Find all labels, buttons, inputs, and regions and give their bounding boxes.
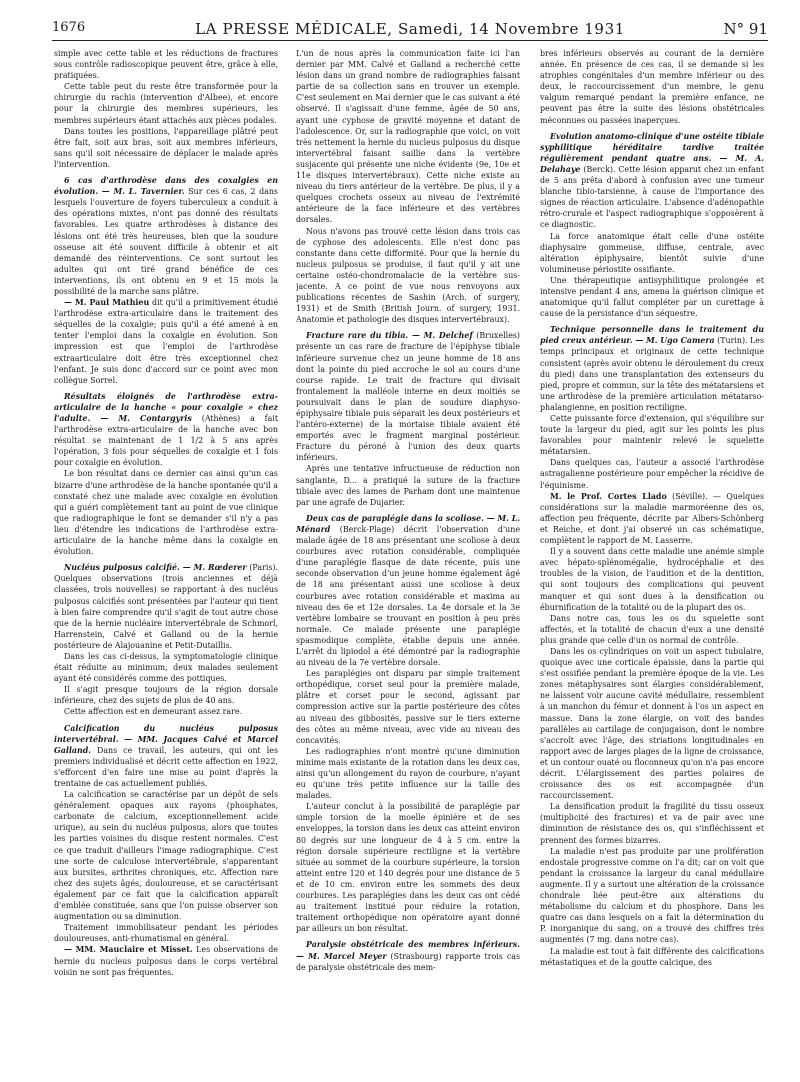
paragraph-text: Il y a souvent dans cette maladie une anémie simple avec hépato-splénomégalie, hydrocéphalie et des troubles de la vision, de l'audition et de la dentition, qui sont toujours des complications qui peuvent manquer et qui sont dues à la densification ou éburnification de la totalité ou de la plupart des os. bbox=[540, 547, 764, 612]
author-name: — M. L. Tavernier. bbox=[98, 187, 185, 197]
column-1 bbox=[54, 48, 278, 1072]
paragraph-text: (Bruxelles) présente un cas rare de fracture de l'épiphyse tibiale inférieure survenue chez un jeune homme de 18 ans dont la pointe du pied accroche le sol au cours d'une course rapide. Le trait de fracture qui divisait frontalement la malléole interne en deux moitiés se poursuivait dans le plan de soudure diaphyso-épiphysaire tibiale puis séparait les deux postérieurs et l'antéro-externe) de la mortaise tibiale avaient été emportés avec le fragment marginal postérieur. Fracture du péroné à l'union des deux quarts inférieurs. bbox=[296, 331, 520, 463]
paragraph-text: Dans les cas ci-dessus, la symptomatologie clinique était réduite au minimum, deux malades seulement ayant été considérés comme des pottiques. bbox=[54, 651, 278, 684]
section-paragraph bbox=[54, 175, 278, 297]
paragraph-text: dit qu'il a primitivement étudié l'arthrodèse extra-articulaire dans le traitement des séquelles de la coxalgie; puis qu'il a été amené à en tenter l'emploi dans la coxalgie en évolution. Son impression est que l'emploi de l'arthrodèse extraarticulaire doit être très exceptionnel chez l'enfant. Je suis donc d'accord sur ce point avec mon collègue Sorrel. bbox=[54, 298, 278, 385]
paragraph-text: Traitement immobilisateur pendant les périodes douloureuses, anti-rhumatismal en général. bbox=[54, 923, 278, 944]
paragraph bbox=[540, 275, 764, 319]
section-heading: Fracture rare du tibia. bbox=[306, 331, 409, 341]
paragraph-text: bres inférieurs observés au courant de la dernière année. En présence de ces cas, il se demande si les atrophies congénitales d'un membre inférieur ou des deux, le raccourcissement d'un membre, le genu valgum remarqué pendant la première enfance, ne peuvent pas être la suite des lésions obstétricales méconnues ou passées inaperçues. bbox=[540, 49, 764, 125]
paragraph bbox=[54, 48, 278, 81]
paragraph bbox=[540, 413, 764, 457]
section-heading: Evolution anatomo-clinique d'une ostéite tibiale syphilitique héréditaire tardive traitée régulièrement pendant quatre ans. bbox=[540, 131, 764, 163]
author-name: — MM. Mauclaire et Misset. bbox=[64, 945, 193, 955]
paragraph-text: Dans quelques cas, l'auteur a associé l'arthrodèse astragalienne postérieure pour empêcher la récidive de l'équinisme. bbox=[540, 458, 764, 490]
paragraph-text: (Athènes) a fait l'arthrodèse extra-articulaire de la hanche avec bon résultat se maintenant de 1 1/2 à 5 ans après l'opération, 3 fois pour séquelles de coxalgie et 1 fois pour coxalgie en évolution. bbox=[54, 414, 278, 468]
paragraph bbox=[54, 922, 278, 944]
page-number: 1676 bbox=[52, 20, 86, 35]
paragraph bbox=[540, 491, 764, 546]
paragraph-text: La densification produit la fragilité du tissu osseux (multiplicité des fractures) et va de pair avec une diminution de résistance des os, qui s'infléchissent et prennent des formes bizarres. bbox=[540, 802, 764, 845]
paragraph bbox=[296, 463, 520, 507]
paragraph bbox=[54, 706, 278, 717]
paragraph bbox=[54, 126, 278, 170]
paragraph bbox=[54, 468, 278, 557]
paragraph-text: L'auteur conclut à la possibilité de paraplégie par simple torsion de la moelle épinière et de ses enveloppes, la torsion dans les deux cas atteint environ 80 degrés sur une longueur de 4 à 5 cm. entre la région dorsale supérieure rectiligne et la vertèbre située au sommet de la courbure supérieure, la torsion atteint entre 120 et 140 degrés pour une distance de 5 et de 10 cm. environ entre les sommets des deux courbures. Les paraplégies dans les deux cas ont cédé au traitement institué pour réduire la rotation, traitement orthopédique non opératoire ayant donné par ailleurs un bon résultat. bbox=[296, 802, 520, 934]
section-paragraph bbox=[296, 939, 520, 972]
author-name: — M. L. Ménard bbox=[296, 513, 520, 534]
paragraph bbox=[540, 546, 764, 613]
author-name: — M. Contargyris bbox=[90, 414, 192, 423]
paragraph bbox=[296, 801, 520, 934]
paragraph bbox=[296, 48, 520, 226]
paragraph bbox=[540, 646, 764, 801]
paragraph-text: La force anatomique était celle d'une ostéite diaphysaire gommeuse, diffuse, centrale, avec altération épiphysaire, bientôt suivie d'une volumineuse périostite ossifiante. bbox=[540, 231, 764, 274]
paragraph bbox=[540, 457, 764, 490]
paragraph bbox=[540, 231, 764, 275]
paragraph-text: Le bon résultat dans ce dernier cas ainsi qu'un cas bizarre d'une arthrodèse de la hanche spontanée qu'il a constaté chez une malade avec coxalgie en évolution qui a guéri complètement tant au point de vue clinique que radiographique le font se demander s'il n'y a pas lieu d'étendre les indications de l'arthrodèse extra-articulaire de la hanche même dans la coxalgie en évolution. bbox=[54, 469, 278, 557]
paragraph-text: Sur ces 6 cas, 2 dans lesquels l'ouverture de foyers tuberculeux a conduit à des opérations mixtes, n'ont pas donné des résultats favorables. Les quatre arthrodèses à distance des lésions ont été très heureuses, bien que la soudure osseuse ait été souvent difficile à obtenir et ait demandé des réinterventions. Ce sont surtout les adultes qui ont tiré grand bénéfice de ces interventions, ils ont obtenu en 9 et 15 mois la possibilité de la marche sans plâtre. bbox=[54, 187, 278, 296]
section-paragraph bbox=[296, 330, 520, 463]
paragraph-text: Dans toutes les positions, l'appareillage plâtré peut être fait, soit aux bras, soit aux membres inférieurs, sans qu'il soit nécessaire de déplacer le malade après l'intervention. bbox=[54, 126, 278, 169]
paragraph-text: Une thérapeutique antisyphilitique prolongée et intensive pendant 4 ans, amena la guérison clinique et anatomique qu'il fallut compléter par un curettage à cause de la persistance d'un séquestre. bbox=[540, 275, 764, 319]
paragraph bbox=[540, 801, 764, 845]
paragraph bbox=[540, 946, 764, 968]
section-paragraph bbox=[296, 513, 520, 668]
paragraph bbox=[296, 746, 520, 801]
author-name: — M. Paul Mathieu bbox=[64, 298, 150, 308]
paragraph-text: La maladie n'est pas produite par une prolifération endostale progressive comme on l'a dit; car on voit que pendant la croissance la largeur du canal médullaire augmente. Il y a surtout une altération de la croissance chondrale liée peut-être aux altérations du métabolisme du calcium et du phosphore. Dans les quatre cas dans lesquels on a fait la détermination du P. inorganique du sang, on a trouvé des chiffres très augmentés (7 mg. dans notre cas). bbox=[540, 846, 764, 945]
section-paragraph bbox=[54, 562, 278, 651]
paragraph bbox=[54, 789, 278, 922]
section-heading: Deux cas de paraplégie dans la scoliose. bbox=[306, 513, 484, 523]
section-heading: Paralysie obstétricale des membres inférieurs. bbox=[306, 940, 520, 950]
paragraph bbox=[54, 684, 278, 706]
running-header bbox=[52, 18, 768, 41]
section-paragraph bbox=[540, 324, 764, 413]
author-name: — M. Delchef bbox=[408, 331, 473, 341]
author-name: — M. Ugo Camera bbox=[632, 336, 715, 346]
paragraph-text: Les radiographies n'ont montré qu'une diminution minime mais existante de la rotation dans les deux cas, ainsi qu'un allongement du rayon de courbure, n'ayant eu qu'une très petite influence sur la taille des malades. bbox=[296, 746, 520, 801]
section-paragraph bbox=[54, 723, 278, 790]
paragraph bbox=[540, 48, 764, 126]
section-heading: Résultats éloignés de l'arthrodèse extra-articulaire de la hanche « pour coxalgie » chez l'adulte. bbox=[54, 391, 278, 423]
paragraph-text: La maladie est tout à fait différente des calcifications métastatiques et de la goutte calcique, des bbox=[540, 946, 764, 967]
paragraph bbox=[54, 297, 278, 386]
paragraph bbox=[296, 668, 520, 746]
author-name: M. le Prof. Cortes Llado bbox=[550, 491, 667, 501]
author-name: — M. Marcel Meyer bbox=[296, 951, 387, 961]
paragraph-text: Cette table peut du reste être transformée pour la chirurgie du rachis (intervention d'Albee), et encore pour la chirurgie des membres supérieurs, les membres supérieurs étant attachés aux pièces podales. bbox=[54, 82, 278, 125]
paragraph bbox=[540, 613, 764, 646]
paragraph-text: Il s'agit presque toujours de la région dorsale inférieure, chez des sujets de plus de 40 ans. bbox=[54, 685, 278, 706]
paragraph bbox=[54, 81, 278, 125]
author-name: — M. Rœderer bbox=[179, 563, 247, 573]
paragraph-text: Cette puissante force d'extension, qui s'équilibre sur toute la largeur du pied, agit sur les points les plus favorables pour maintenir relevé le squelette métatarsien. bbox=[540, 414, 764, 457]
section-paragraph bbox=[54, 391, 278, 469]
paragraph-text: Dans les os cylindriques on voit un aspect tubulaire, quoique avec une corticale épaissie, dans la partie qui s'est ossifiée pendant la première époque de la vie. Les zones métaphysaires sont élargies considérablement, ne laissent voir aucune cavité médullaire, ressemblent à un manchon du fémur et donnent à l'os un aspect en massue. Dans la zone élargie, on voit des bandes parallèles au cartilage de conjugaison, dont le nombre s'accroît avec l'âge, des striations longitudinales en rapport avec de larges plages de la ligne de croissance, et un contour ouaté ou floconneux qu'on n'a pas encore décrit. L'élargissement des parties polaires de croissance des os est accompagnée d'un raccourcissement. bbox=[540, 646, 764, 801]
column-2 bbox=[296, 48, 520, 1072]
paragraph-text: Après une tentative infructueuse de réduction non sanglante, D... a pratiqué la suture de la fracture tibiale avec des lames de Parham dont une maintenue par une agrafe de Dujarier. bbox=[296, 464, 520, 507]
column-3 bbox=[540, 48, 764, 1072]
paragraph-text: Nous n'avons pas trouvé cette lésion dans trois cas de cyphose des adolescents. Elle n'est donc pas constante dans cette difformité. Pour que la hernie du nucleus pulposus se produise, il faut qu'il y ait une certaine ostéo-chondromalacie de la vertèbre sus-jacente. A ce point de vue nous renvoyons aux publications récentes de Sashin (Arch. of surgery, 1931) et de Smith (British Journ. of surgery, 1931. Anatomie et pathologie des disques intervertébraux). bbox=[296, 226, 520, 325]
author-name: — MM. Jacques Calvé et Marcel Galland. bbox=[54, 734, 278, 755]
paragraph-text: (Berck). Cette lésion apparut chez un enfant de 5 ans prêta d'abord à confusion avec une tumeur blanche tibio-tarsienne, à cause de l'importance des signes de réaction articulaire. L'absence d'adénopathie rétro-crurale et l'aspect radiographique s'opposèrent à ce diagnostic. bbox=[540, 164, 764, 230]
paragraph bbox=[296, 226, 520, 326]
section-heading: Nucléus pulposus calcifié. bbox=[64, 563, 180, 573]
paragraph-text: L'un de nous après la communication faite ici l'an dernier par MM. Calvé et Galland a recherché cette lésion dans un grand nombre de radiographies faisant partie de sa collection sans en trouver un exemple. C'est seulement en Mai dernier que le cas suivant a été observé. Il s'agissait d'une femme, âgée de 50 ans, ayant une cyphose de gravité moyenne et datant de l'adolescence. Or, sur la radiographie que voici, on voit très nettement la hernie du nucleus pulposus du disque intervertébral faisant saillie dans la vertèbre susjacente qui présente une niche évidente (9e, 10e et 11e disques intervertébraux). Cette niche existe au niveau du tiers antérieur de la vertèbre. De plus, il y a quelques crochets osseux au niveau de l'extrémité antérieure de la face inférieure et des vertèbres dorsales. bbox=[296, 49, 520, 225]
paragraph-text: (Séville). — Quelques considérations sur la maladie marmoréenne des os, affection peu fréquente, décrite par Albers-Schönberg et Reiche, et dont j'ai observé un cas schématique, complètent le rapport de M. Lasserre. bbox=[540, 491, 764, 546]
paragraph-text: (Paris). Quelques observations (trois anciennes et déjà classées, trois nouvelles) se rapportant à des nucléus pulposus calcifiés sont présentées par l'auteur qui tient à bien faire comprendre qu'il s'agit de tout autre chose que de la hernie nucléaire intervertébrale de Schmorl, Harrenstein, Calvé et Galland ou de la hernie postérieure de Alajouanine et Petit-Dutaillis. bbox=[54, 563, 278, 650]
journal-title: LA PRESSE MÉDICALE, Samedi, 14 Novembre 1931 bbox=[195, 20, 625, 38]
paragraph bbox=[540, 846, 764, 946]
paragraph-text: simple avec cette table et les réductions de fractures sous contrôle radioscopique peuvent être, grâce à elle, pratiquées. bbox=[54, 49, 278, 81]
paragraph-text: Les observations de hernie du nucleus pulposus dans le corps vertébral voisin ne sont pas fréquentes. bbox=[54, 945, 278, 977]
paragraph-text: La calcification se caractérise par un dépôt de sels généralement opaques aux rayons (phosphates, carbonate de calcium, exceptionnellement acide urique), au sein du nucléus pulposus, alors que toutes les parties voisines du disque restent normales. C'est ce que traduit d'ailleurs l'image radiographique. C'est une sorte de calculose intervertébrale, s'apparentant aux bursites, arthrites chroniques, etc. Affection rare chez des sujets âgés, douloureuse, et se caractérisant également par ce fait que la calcification apparaît d'emblée constituée, sans que l'on puisse observer son augmentation ou sa diminution. bbox=[54, 790, 278, 922]
paragraph-text: Les paraplégies ont disparu par simple traitement orthopédique, corset seul pour la première malade, plâtre et corset pour le second, agissant par compression active sur la partie postérieure des côtes au niveau des gibbosités, passive sur le tiers externe des côtes au même niveau, avec vide au niveau des concavités. bbox=[296, 669, 520, 745]
paragraph-text: Dans notre cas, tous les os du squelette sont affectés, et la totalité de chacun d'eux a une densité plus grande que celle d'un os normal de contrôle. bbox=[540, 613, 764, 645]
paragraph bbox=[54, 651, 278, 684]
section-heading: 6 cas d'arthrodèse dans des coxalgies en évolution. bbox=[54, 176, 278, 197]
author-name: — M. A. Delahaye bbox=[540, 153, 764, 174]
paragraph-text: (Turin). Les temps principaux et originaux de cette technique consistent (après avoir obtenu le déroulement du creux du pied) dans une transplantation des extenseurs du pied, propre et commun, sur la tête des métatarsiens et une arthrodèse de la première articulation métatarso-phalangienne, en position rectiligne. bbox=[540, 336, 764, 412]
paragraph-text: Dans ce travail, les auteurs, qui ont les premiers individualisé et décrit cette affection en 1922, s'efforcent d'en faire une mise au point d'après la trentaine de cas actuellement publiés. bbox=[54, 745, 278, 788]
issue-number: N° 91 bbox=[723, 20, 768, 38]
paragraph-text: Cette affection est en demeurant assez rare. bbox=[64, 707, 243, 717]
paragraph-text: (Strasbourg) rapporte trois cas de paralysie obstétricale des mem- bbox=[296, 951, 520, 972]
paragraph-text: (Berck-Plage) décrit l'observation d'une malade âgée de 18 ans présentant une scoliose à deux courbures avec rotation considérable, compliquée d'une paraplégie flasque de date récente, puis une seconde observation d'un jeune homme également âgé de 18 ans présentant aussi une scoliose à deux courbures avec rotation considérable et maxima au niveau des 6e et 12e dorsales. La 4e dorsale et la 3e vertèbre lombaire se trouvant en position à peu près normale. Ce malade présente une paraplégie spasmodique complète, établie depuis une année. L'arrêt du lipiodol a été démontré par la radiographie au niveau de la 7e vertèbre dorsale. bbox=[296, 524, 520, 668]
section-paragraph bbox=[540, 131, 764, 231]
section-heading: Technique personnelle dans le traitement du pied creux antérieur. bbox=[540, 325, 764, 346]
paragraph bbox=[54, 944, 278, 977]
section-heading: Calcification du nucléus pulposus intervertébral. bbox=[54, 723, 278, 744]
